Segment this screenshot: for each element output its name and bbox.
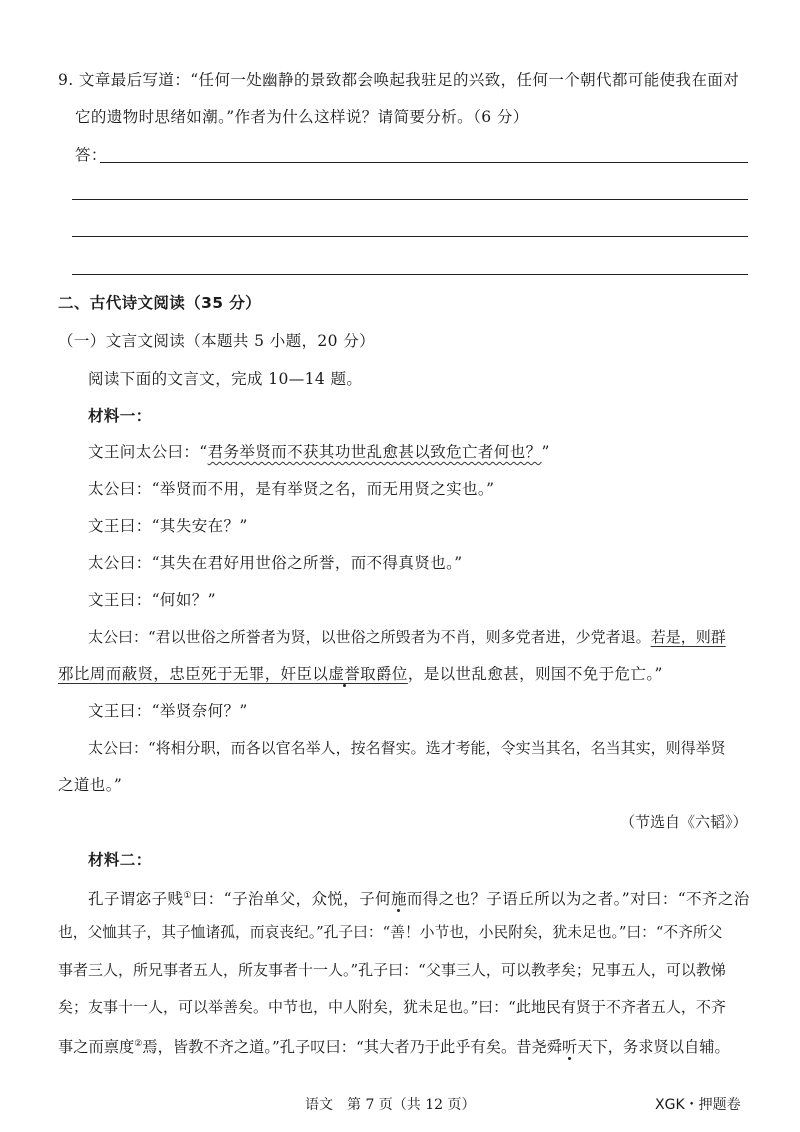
wavy-underlined-sentence: 君务举贤而不获其功世乱愈甚以致危亡者何也？ <box>207 443 542 461</box>
source-note: （节选自《六韬》） <box>620 813 748 831</box>
q9-line2: 它的遗物时思绪如潮。”作者为什么这样说？请简要分析。（6 分） <box>75 108 529 126</box>
m2-line2: 也，父恤其子，其子恤诸孤，而哀丧纪。”孔子曰：“善！小节也，小民附矣，犹未足也。”曰：“不齐所父 <box>58 924 723 941</box>
material2-heading: 材料二： <box>88 851 152 869</box>
material1-heading: 材料一： <box>88 407 152 425</box>
dialogue-6b: 邪比周而蔽贤，忠臣死于无罪，奸臣以虚誉取爵位，是以世乱愈甚，则国不免于危亡。” <box>58 665 663 683</box>
dialogue-2: 太公曰：“举贤而不用，是有举贤之名，而无用贤之实也。” <box>88 480 495 498</box>
dialogue-3: 文王曰：“其失安在？” <box>88 517 248 535</box>
dialogue-8b: 之道也。” <box>58 776 123 794</box>
subsection-title: （一）文言文阅读（本题共 5 小题，20 分） <box>58 332 376 350</box>
m2-line4: 矣；友事十一人，可以举善矣。中节也，中人附矣，犹未足也。”曰：“此地民有贤于不齐者五人，不齐 <box>58 998 726 1016</box>
reading-instruction: 阅读下面的文言文，完成 10—14 题。 <box>88 370 363 388</box>
m2-line1: 孔子谓宓子贱①曰：“子治单父，众悦，子何施而得之也？子语丘所以为之者。”对曰：“不齐之治 <box>88 890 750 909</box>
underlined-passage-start: 若是，则群 <box>650 628 726 646</box>
footnote-1: ① <box>183 891 192 901</box>
dialogue-5: 文王曰：“何如？” <box>88 591 216 609</box>
dialogue-1: 文王问太公曰：“君务举贤而不获其功世乱愈甚以致危亡者何也？” <box>88 443 550 461</box>
section-title: 二、古代诗文阅读（35 分） <box>58 294 262 312</box>
answer-line-2[interactable] <box>72 199 748 200</box>
dialogue-6a: 太公曰：“君以世俗之所誉者为贤，以世俗之所毁者为不肖，则多党者进，少党者退。若是，则群 <box>88 628 726 646</box>
footnote-2: ② <box>134 1039 143 1049</box>
marked-word-xuyu: 虚誉 <box>328 665 361 683</box>
q9-line1: 9. 文章最后写道：“任何一处幽静的景致都会唤起我驻足的兴致，任何一个朝代都可能使我在面对 <box>58 71 740 89</box>
answer-line-1[interactable] <box>100 162 748 163</box>
page-footer-center: 语文 第 7 页（共 12 页） <box>305 1097 476 1113</box>
dialogue-8a: 太公曰：“将相分职，而各以官名举人，按名督实。选才考能，令实当其名，名当其实，则得举贤 <box>88 739 726 757</box>
answer-line-3[interactable] <box>72 236 748 237</box>
dialogue-4: 太公曰：“其失在君好用世俗之所誉，而不得真贤也。” <box>88 554 463 572</box>
m2-line5: 事之而禀度②焉，皆教不齐之道。”孔子叹曰：“其大者乃于此乎有矣。昔尧舜听天下，务求贤以自辅。 <box>58 1038 730 1057</box>
dialogue-7: 文王曰：“举贤奈何？” <box>88 702 248 720</box>
answer-label: 答： <box>75 146 107 164</box>
page-footer-right: XGK・押题卷 <box>655 1097 741 1113</box>
marked-word-ting: 听 <box>562 1038 578 1057</box>
marked-word-shi: 施 <box>391 890 407 909</box>
answer-line-4[interactable] <box>72 274 748 275</box>
m2-line3: 事者三人，所兄事者五人，所友事者十一人。”孔子曰：“父事三人，可以教孝矣；兄事五人，可以教悌 <box>58 961 726 979</box>
underlined-passage: 邪比周而蔽贤，忠臣死于无罪，奸臣以虚誉取爵位 <box>58 665 408 683</box>
